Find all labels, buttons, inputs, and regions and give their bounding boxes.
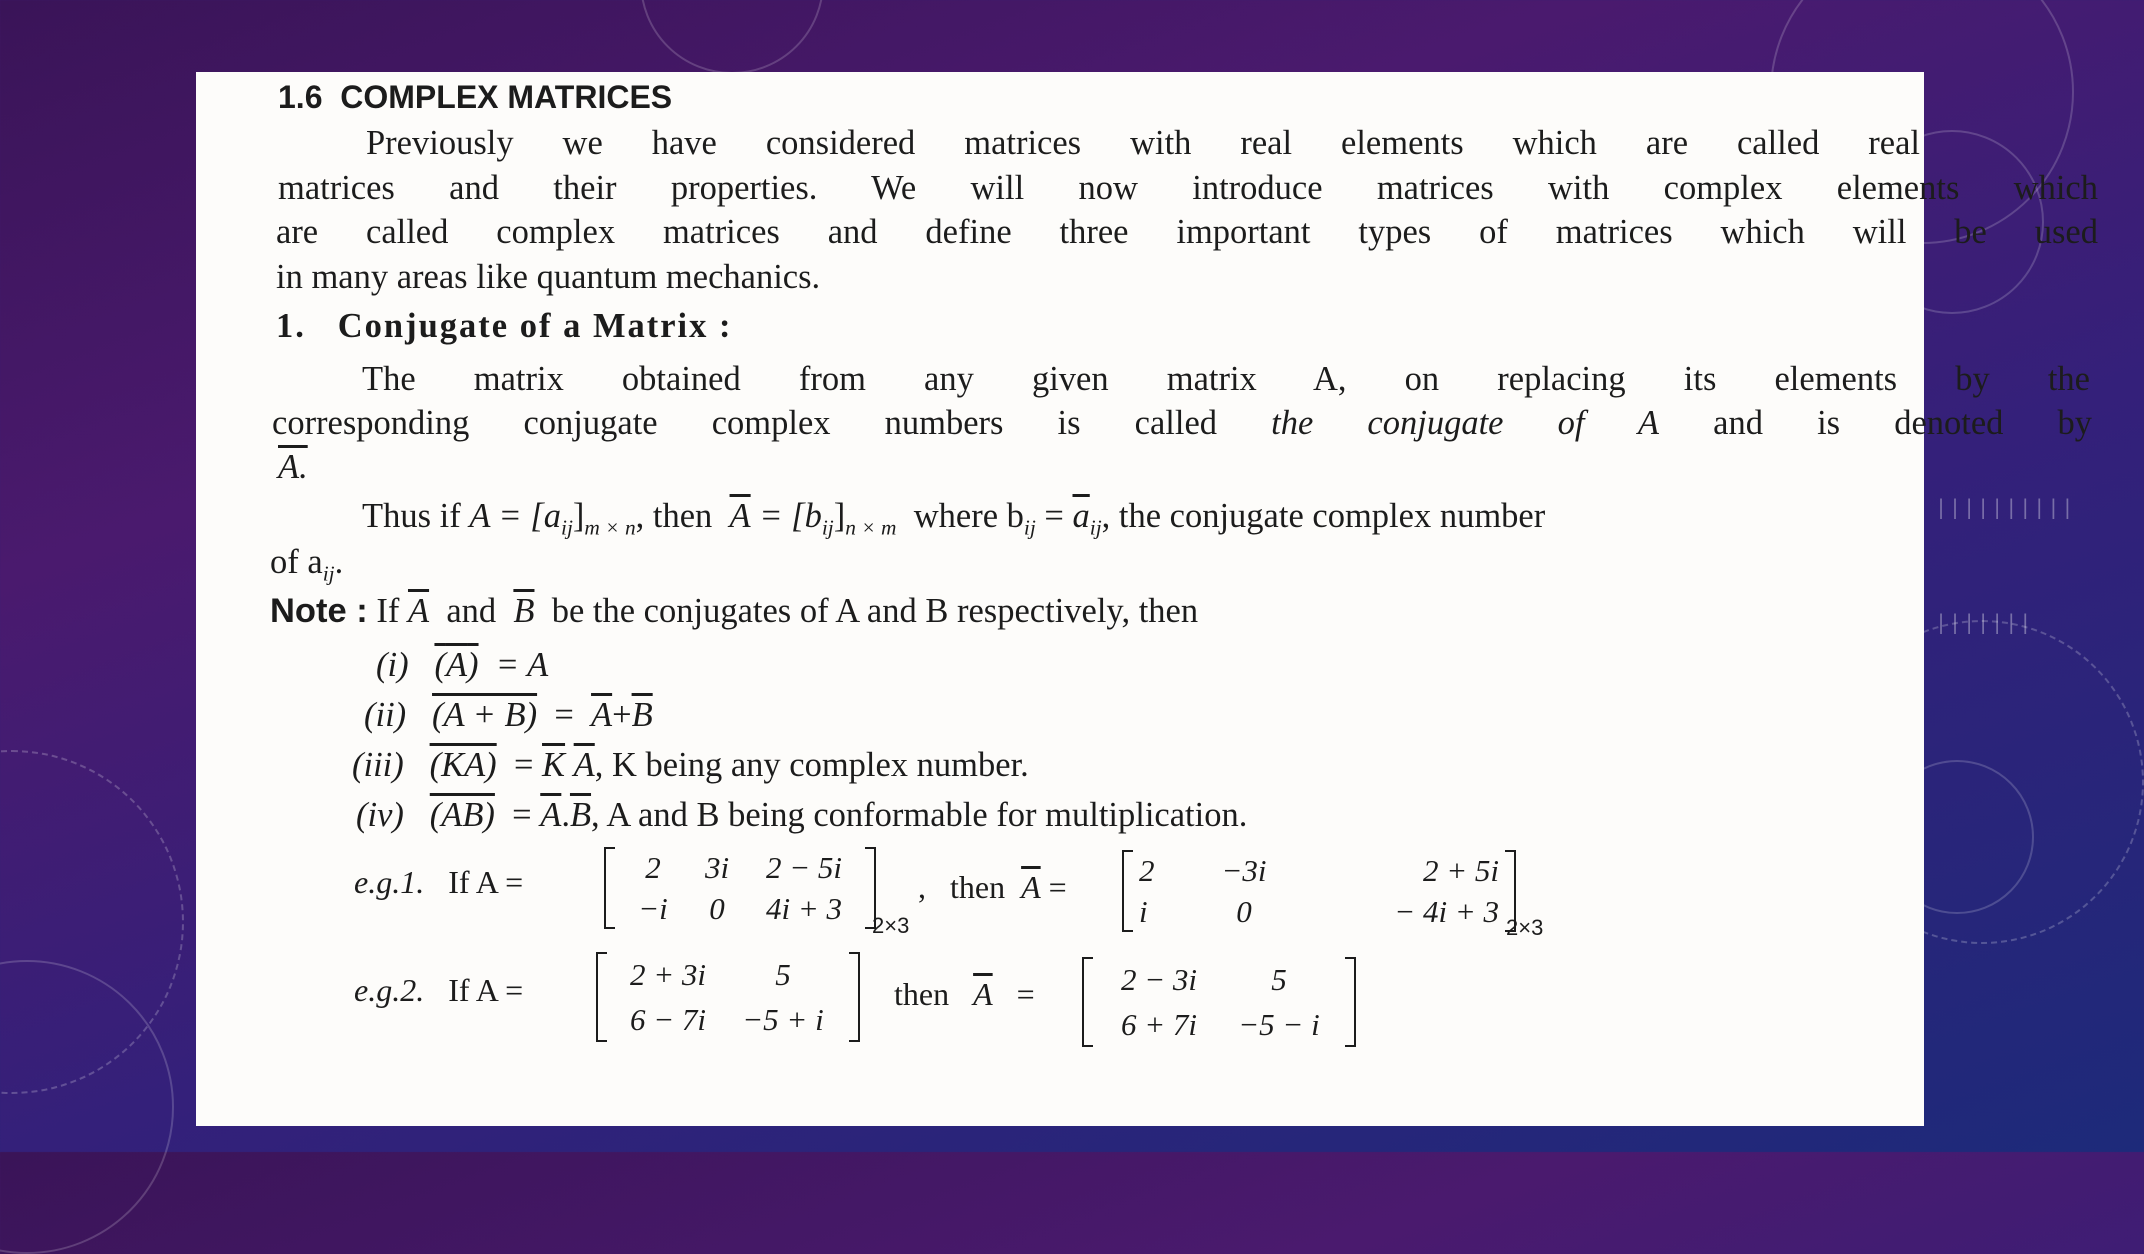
- example-2-then: then $\overline{A}$ =: [894, 976, 1035, 1012]
- intro-line-1: Previously we have considered matrices with real elements which are called real: [366, 124, 1920, 162]
- conjugate-term: the conjugate of A: [1271, 404, 1660, 442]
- document-page: [196, 72, 2098, 1126]
- section-number: 1.6: [278, 79, 323, 115]
- definition-line-2: corresponding conjugate complex numbers is called the conjugate of A and is denoted by: [272, 404, 2093, 442]
- section-title: COMPLEX MATRICES: [340, 79, 673, 115]
- note-label: Note :: [270, 592, 368, 630]
- section-heading: [278, 77, 672, 117]
- example-2-label: e.g.2. If A =: [354, 972, 524, 1008]
- property-iv: (iv) $(AB) = \overline{A}.\overline{B}$, A and B being conformable for multiplication.: [356, 796, 1248, 834]
- example-1-then: , then $\overline{A}$ =: [918, 869, 1067, 905]
- subsection-heading: [276, 306, 733, 346]
- thus-line-2: of $a_{ij}$.: [270, 543, 344, 586]
- example-1-matrix: 2 3i 2 − 5i −i 0 4i + 3: [604, 847, 876, 929]
- example-2-matrix: 2 + 3i 5 6 − 7i −5 + i: [596, 952, 860, 1042]
- definition-line-1: The matrix obtained from any given matrix A, on replacing its elements by the: [362, 360, 2090, 398]
- example-1-order: 2×3: [872, 913, 910, 938]
- example-1-conjugate-matrix: 2 −3i 2 + 5i i 0 − 4i + 3: [1122, 850, 1516, 932]
- property-ii: (ii) $(A + B) = \overline{A}+\overline{B}$: [364, 696, 653, 734]
- subsection-title: Conjugate of a Matrix :: [337, 307, 733, 345]
- background-circle-top: [640, 0, 824, 74]
- example-1-conjugate-order: 2×3: [1506, 915, 1544, 940]
- note-line: Note : If $\overline{A}$ and $\overline{B}$ be the conjugates of A and B respectively, then: [270, 592, 1199, 630]
- property-iii: (iii) $(KA) = \overline{K}$ $\overline{A}$, K being any complex number.: [352, 746, 1029, 784]
- thus-line: Thus if $A = [a_{ij}]_{m \times n}$, then $\overline{A} = [b_{ij}]_{n \times m}$ where $b_{ij} = \overline{a}_{ij}$, the conjugate complex number: [362, 497, 1546, 540]
- example-1-label: e.g.1. If A =: [354, 864, 524, 900]
- intro-line-2: matrices and their properties. We will now introduce matrices with complex elements which: [278, 169, 2098, 207]
- example-2-conjugate-matrix: 2 − 3i 5 6 + 7i −5 − i: [1082, 957, 1356, 1047]
- subsection-number: 1.: [276, 307, 306, 345]
- intro-line-4: in many areas like quantum mechanics.: [276, 258, 821, 296]
- background-tick-marks-lower: |||||||: [1935, 610, 2034, 634]
- property-i: (i) (A) = A: [376, 646, 549, 684]
- intro-line-3: are called complex matrices and define three important types of matrices which will be used: [276, 213, 2098, 251]
- definition-line-3: A.: [278, 448, 308, 486]
- background-tick-marks: ||||||||||: [1935, 495, 2076, 519]
